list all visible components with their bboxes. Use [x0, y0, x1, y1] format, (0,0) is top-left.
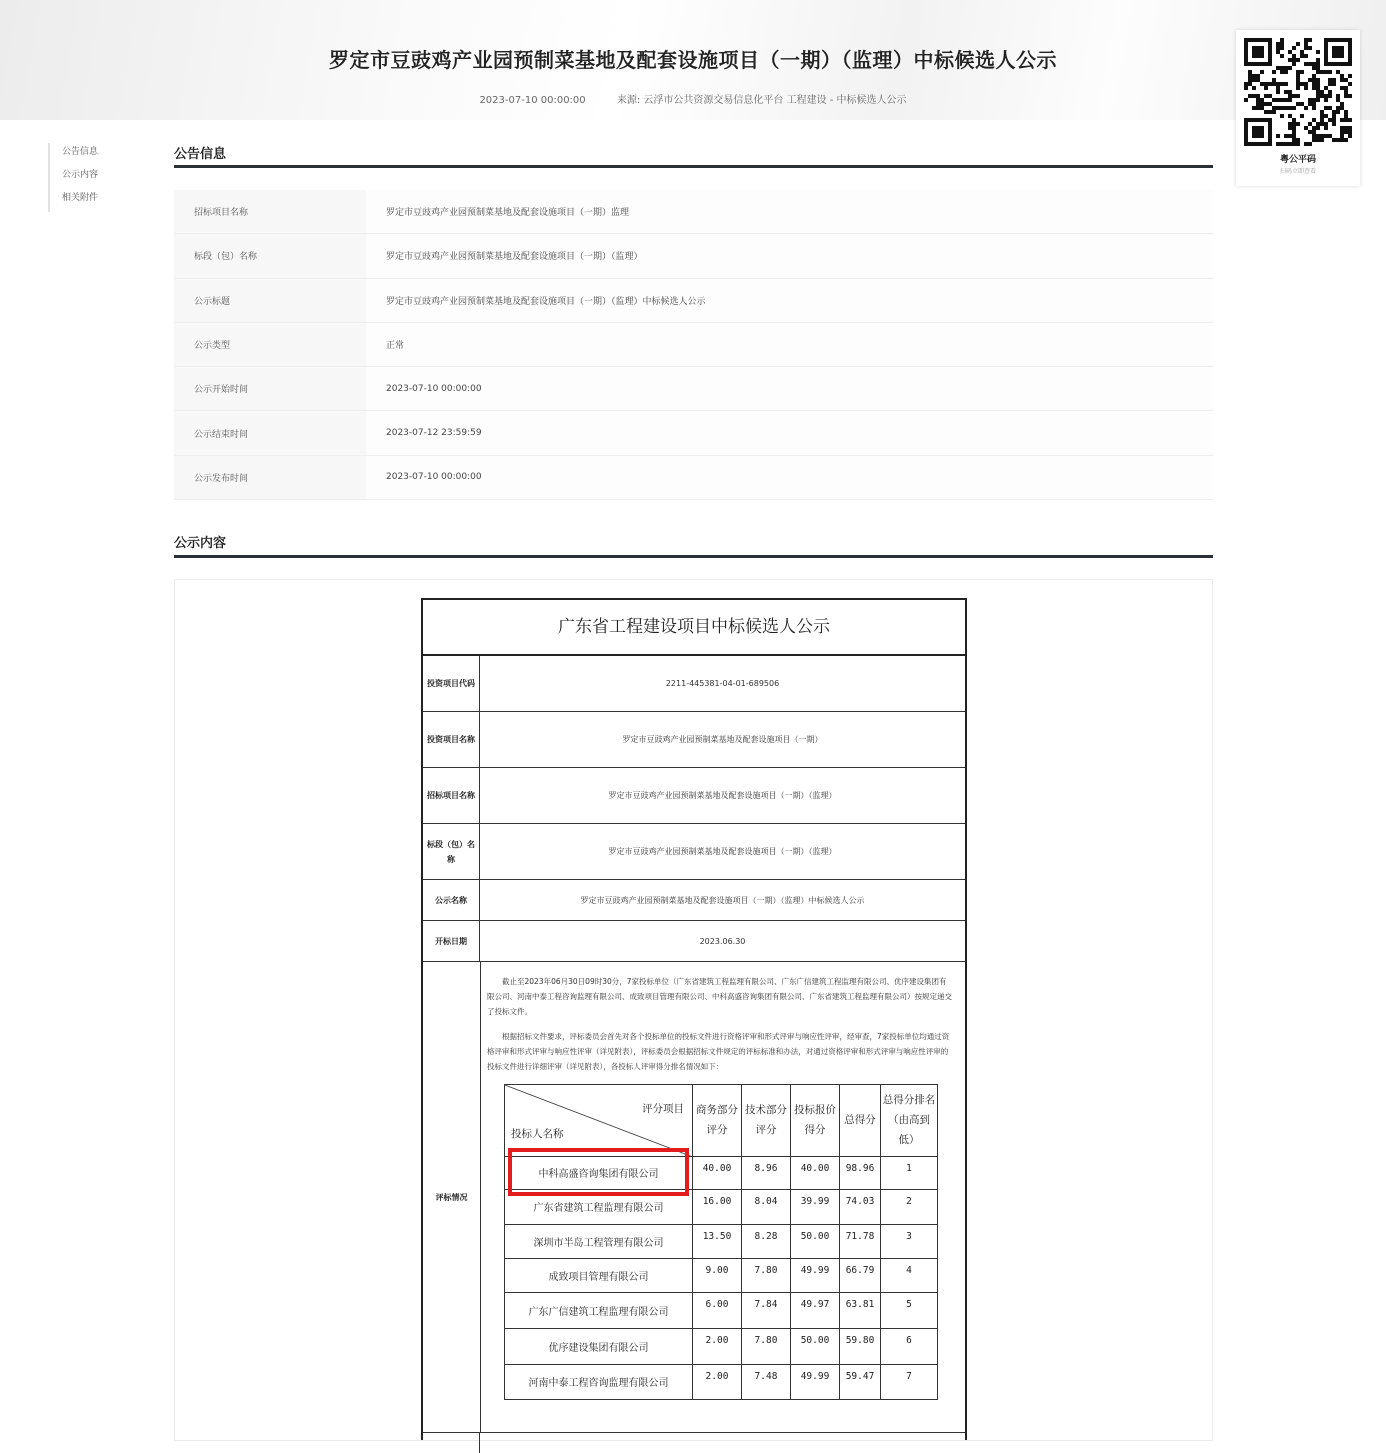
score-header-col: 商务部分评分: [693, 1085, 742, 1157]
score-tech: 8.96: [742, 1157, 791, 1190]
score-total: 63.81: [840, 1293, 881, 1329]
evaluation-label: 评标情况: [423, 962, 481, 1432]
document-title: 广东省工程建设项目中标候选人公示: [423, 600, 965, 656]
info-key: 标段（包）名称: [174, 234, 366, 278]
score-header-diagonal: [505, 1085, 693, 1157]
score-biz: 16.00: [693, 1190, 742, 1225]
page-meta: [0, 91, 1386, 106]
doc-row-value: 2023.06.30: [699, 936, 746, 946]
info-key: 公示类型: [174, 322, 366, 366]
score-price: 39.99: [791, 1190, 840, 1225]
section-rule-content: [174, 555, 1213, 558]
score-total: 74.03: [840, 1190, 881, 1225]
score-row: [505, 1293, 938, 1329]
score-row: [505, 1225, 938, 1259]
score-tech: 8.04: [742, 1190, 791, 1225]
score-tech: 7.80: [742, 1259, 791, 1293]
source-text: 来源: 云浮市公共资源交易信息化平台 工程建设 - 中标候选人公示: [616, 95, 907, 106]
info-value: 罗定市豆豉鸡产业园预制菜基地及配套设施项目（一期）监理: [366, 190, 1213, 234]
info-key: 公示开始时间: [174, 367, 366, 411]
doc-row-label: 开标日期: [423, 921, 480, 961]
score-total: 66.79: [840, 1259, 881, 1293]
score-biz: 6.00: [693, 1293, 742, 1329]
doc-row-label: 招标项目名称: [423, 768, 480, 823]
diagonal-line: [505, 1085, 693, 1157]
evaluation-paragraph-2: 根据招标文件要求，评标委员会首先对各个投标单位的投标文件进行资格评审和形式评审与响应性评审，经审查，7家投标单位均通过资格评审和形式评审与响应性评审（详见附表），评标委员会根据招标文件规定的评标标准和办法，对通过资格评审和形式评审与响应性评审的投标文件进行详细评审（详见附表），各投标人评审得分排名情况如下：: [487, 1032, 950, 1071]
score-total: 59.80: [840, 1329, 881, 1365]
score-row: [505, 1259, 938, 1293]
doc-row: [423, 656, 965, 712]
side-nav-item-attachments[interactable]: 相关附件: [62, 193, 99, 203]
doc-row-value: 罗定市豆豉鸡产业园预制菜基地及配套设施项目（一期）（监理）中标候选人公示: [580, 895, 865, 905]
score-biz: 2.00: [693, 1329, 742, 1365]
score-biz: 40.00: [693, 1157, 742, 1190]
score-rank: 6: [881, 1329, 938, 1365]
doc-row-value: 罗定市豆豉鸡产业园预制菜基地及配套设施项目（一期）（监理）: [608, 847, 837, 856]
bidder-name: 广东广信建筑工程监理有限公司: [505, 1293, 693, 1329]
publish-date: 2023-07-10 00:00:00: [479, 95, 586, 106]
score-price: 49.99: [791, 1365, 840, 1400]
section-title-content: 公示内容: [174, 536, 227, 551]
doc-row: [423, 880, 965, 921]
bidder-name: 广东省建筑工程监理有限公司: [505, 1190, 693, 1225]
score-price: 49.97: [791, 1293, 840, 1329]
score-header-col: 投标报价得分: [791, 1085, 840, 1157]
doc-row-label-next: [423, 1433, 480, 1453]
score-row: [505, 1365, 938, 1400]
side-nav-item-content[interactable]: 公示内容: [62, 170, 99, 180]
info-key: 公示发布时间: [174, 455, 366, 499]
bidder-name: 河南中泰工程咨询监理有限公司: [505, 1365, 693, 1400]
score-price: 49.99: [791, 1259, 840, 1293]
info-row: [174, 367, 1213, 411]
notice-document: [421, 598, 967, 1440]
score-row: [505, 1329, 938, 1365]
info-row: [174, 234, 1213, 278]
score-tech: 8.28: [742, 1225, 791, 1259]
score-biz: 9.00: [693, 1259, 742, 1293]
doc-row-next: [423, 1432, 965, 1453]
info-key: 公示标题: [174, 278, 366, 322]
score-total: 71.78: [840, 1225, 881, 1259]
info-value: 2023-07-10 00:00:00: [366, 455, 1213, 499]
score-table: [504, 1084, 938, 1400]
score-header-col: 总得分: [840, 1085, 881, 1157]
info-row: [174, 278, 1213, 322]
info-key: 公示结束时间: [174, 411, 366, 455]
score-price: 50.00: [791, 1225, 840, 1259]
score-price: 50.00: [791, 1329, 840, 1365]
score-total: 98.96: [840, 1157, 881, 1190]
score-biz: 2.00: [693, 1365, 742, 1400]
highlight-box: [508, 1148, 689, 1196]
section-title-info: 公告信息: [174, 147, 227, 162]
doc-row-label: 公示名称: [423, 880, 480, 920]
score-price: 40.00: [791, 1157, 840, 1190]
bidder-name: 成致项目管理有限公司: [505, 1259, 693, 1293]
evaluation-section: [423, 962, 965, 1432]
score-tech: 7.48: [742, 1365, 791, 1400]
info-table: [174, 190, 1213, 500]
info-row: [174, 455, 1213, 499]
info-row: [174, 411, 1213, 455]
page-title: 罗定市豆豉鸡产业园预制菜基地及配套设施项目（一期）（监理）中标候选人公示: [329, 48, 1057, 72]
doc-row-value-next: [480, 1433, 965, 1453]
qr-sub-label: 扫码立即查看: [1279, 168, 1316, 175]
score-tech: 7.80: [742, 1329, 791, 1365]
qr-label: 粤公平码: [1279, 155, 1316, 165]
doc-row: [423, 768, 965, 824]
evaluation-paragraph-1: 截止至2023年06月30日09时30分，7家投标单位（广东省建筑工程监理有限公司、广东广信建筑工程监理有限公司、优序建设集团有限公司、河南中泰工程咨询监理有限公司、成致项目管理有限公司、中科高盛咨询集团有限公司、广东省建筑工程监理有限公司）按规定递交了投标文件。: [487, 977, 952, 1016]
bidder-name: 中科高盛咨询集团有限公司: [505, 1157, 693, 1190]
score-rank: 2: [881, 1190, 938, 1225]
score-biz: 13.50: [693, 1225, 742, 1259]
info-value: 正常: [366, 322, 1213, 366]
info-row: [174, 190, 1213, 234]
score-header-col: 技术部分评分: [742, 1085, 791, 1157]
score-rank: 3: [881, 1225, 938, 1259]
info-value: 罗定市豆豉鸡产业园预制菜基地及配套设施项目（一期）（监理）: [366, 234, 1213, 278]
score-tech: 7.84: [742, 1293, 791, 1329]
doc-row: [423, 712, 965, 768]
score-header-bidder: 投标人名称: [511, 1128, 564, 1140]
info-row: [174, 322, 1213, 366]
info-key: 招标项目名称: [174, 190, 366, 234]
doc-row-label: 标段（包）名称: [423, 824, 480, 879]
doc-row: [423, 921, 965, 962]
doc-row: [423, 824, 965, 880]
bidder-name: 优序建设集团有限公司: [505, 1329, 693, 1365]
doc-row-value: 2211-445381-04-01-689506: [665, 679, 780, 688]
info-value: 罗定市豆豉鸡产业园预制菜基地及配套设施项目（一期）（监理）中标候选人公示: [366, 278, 1213, 322]
side-nav: [48, 143, 98, 212]
doc-row-label: 投资项目代码: [423, 656, 480, 711]
score-header-item: 评分项目: [642, 1103, 684, 1115]
section-rule-info: [174, 165, 1213, 168]
qr-code-card[interactable]: [1236, 30, 1360, 186]
info-value: 2023-07-10 00:00:00: [366, 367, 1213, 411]
score-total: 59.47: [840, 1365, 881, 1400]
side-nav-item-info[interactable]: 公告信息: [62, 147, 99, 157]
score-header-col: 总得分排名（由高到低）: [881, 1085, 938, 1157]
score-rank: 4: [881, 1259, 938, 1293]
doc-row-label: 投资项目名称: [423, 712, 480, 767]
doc-row-value: 罗定市豆豉鸡产业园预制菜基地及配套设施项目（一期）（监理）: [608, 791, 837, 800]
info-value: 2023-07-12 23:59:59: [366, 411, 1213, 455]
score-rank: 5: [881, 1293, 938, 1329]
score-header-row: [505, 1085, 938, 1157]
doc-row-value: 罗定市豆豉鸡产业园预制菜基地及配套设施项目（一期）: [622, 735, 823, 744]
score-rank: 7: [881, 1365, 938, 1400]
qr-code-icon: [1244, 38, 1352, 146]
bidder-name: 深圳市半岛工程管理有限公司: [505, 1225, 693, 1259]
score-rank: 1: [881, 1157, 938, 1190]
evaluation-body: [481, 962, 965, 1432]
